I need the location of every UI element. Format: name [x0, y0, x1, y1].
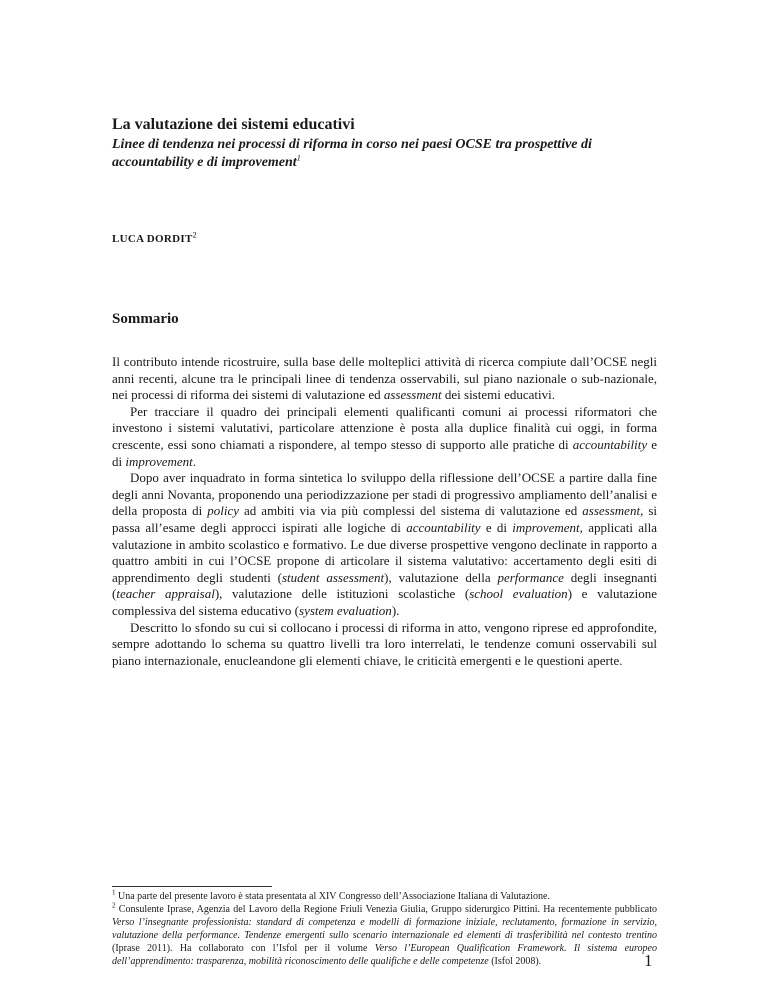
text-run: ), valutazione della: [384, 569, 498, 585]
document-title: La valutazione dei sistemi educativi: [112, 116, 355, 133]
text-run: ).: [391, 602, 400, 618]
italic-term: assessment: [582, 503, 641, 519]
subtitle-text: Linee di tendenza nei processi di riforma in corso nei paesi OCSE tra prospettive di accountability e di improvement: [112, 137, 592, 170]
text-run: (Iprase 2011). Ha collaborato con l’Isfol per il volume: [112, 943, 375, 954]
summary-paragraph: [112, 620, 657, 670]
italic-term: Verso l’European Qualification Framework. Il sistema europeo dell’apprendimento: trasparenza, mobilità riconoscimento delle qualifiche e delle competenze: [112, 943, 657, 967]
text-run: .: [192, 453, 197, 469]
text-run: (Isfol 2008).: [488, 956, 542, 967]
author-text: LUCA DORDIT: [112, 233, 193, 245]
footnote-number: 2: [112, 901, 116, 910]
page-number: 1: [644, 951, 653, 970]
summary-body: [112, 354, 657, 669]
author-name: [112, 230, 197, 245]
text-run: e di: [480, 519, 513, 535]
text-run: dei sistemi educativi.: [441, 387, 555, 403]
italic-term: student assessment: [281, 569, 385, 585]
footnote-ref-2[interactable]: 2: [192, 230, 197, 240]
summary-paragraph: [112, 404, 657, 470]
text-run: Una parte del presente lavoro è stata presentata al XIV Congresso dell’Associazione Italiana di Valutazione.: [115, 891, 550, 902]
footnote-item: [112, 903, 657, 968]
text-run: ad ambiti via via più complessi del sistema di valutazione ed: [238, 503, 583, 519]
italic-term: improvement: [512, 519, 580, 535]
footnote-separator: [112, 886, 272, 887]
italic-term: performance: [497, 569, 564, 585]
text-run: ), valutazione delle istituzioni scolastiche (: [214, 586, 470, 602]
italic-term: teacher appraisal: [116, 586, 215, 602]
text-run: degli insegnanti (: [112, 569, 657, 602]
summary-paragraph: [112, 470, 657, 619]
footnotes: [112, 890, 657, 968]
italic-term: improvement: [125, 453, 193, 469]
footnote-item: [112, 890, 657, 903]
footnote-ref-1[interactable]: 1: [296, 153, 301, 163]
text-run: Per tracciare il quadro dei principali elementi qualificanti comuni ai processi riformatori che investono i sistemi valutativi, particolare attenzione è posta alla duplice finalità cui oggi, in forma crescente, essi sono chiamati a rispondere, al tempo stesso di supporto alle pratiche di: [112, 403, 657, 452]
text-run: e di: [112, 436, 657, 469]
text-run: Il contributo intende ricostruire, sulla base delle molteplici attività di ricerca compiute dall’OCSE negli anni recenti, alcune tra le principali linee di tendenza osservabili, sul piano nazionale o sub-nazionale, nei processi di riforma dei sistemi di valutazione ed: [112, 354, 657, 403]
italic-term: Verso l’insegnante professionista: standard di competenza e modelli di formazione iniziale, reclutamento, formazione in servizio, valutazione della performance. Tendenze emergenti sullo scenario internazionale ed elementi di trasferibilità nel contesto trentino: [112, 917, 657, 941]
text-run: , si passa all’esame degli approcci ispirati alle logiche di: [112, 503, 658, 535]
text-run: ) e valutazione complessiva del sistema educativo (: [112, 586, 658, 618]
text-run: Dopo aver inquadrato in forma sintetica lo sviluppo della riflessione dell’OCSE a partire dalla fine degli anni Novanta, proponendo una periodizzazione per stadi di progressivo ampliamento dell’analisi e della proposta di: [112, 470, 657, 519]
italic-term: accountability: [406, 519, 481, 535]
italic-term: system evaluation: [299, 602, 392, 618]
italic-term: assessment: [383, 387, 442, 403]
text-run: Descritto lo sfondo su cui si collocano i processi di riforma in atto, vengono riprese ed approfondite, sempre adottando lo schema su quattro livelli tra loro interrelati, le tendenze comuni osservabili sul piano internazionale, enucleandone gli elementi chiave, le criticità emergenti e le questioni aperte.: [112, 619, 657, 668]
section-heading: Sommario: [112, 311, 179, 327]
text-run: Consulente Iprase, Agenzia del Lavoro della Regione Friuli Venezia Giulia, Gruppo siderurgico Pittini. Ha recentemente pubblicato: [115, 904, 657, 915]
italic-term: accountability: [572, 436, 648, 452]
text-run: , applicati alla valutazione in ambito scolastico e formativo. Le due diverse prospettive vengono declinate in rapporto a quattro ambiti in cui l’OCSE propone di articolare il sistema valutativo: accertamento degli esiti di apprendimento degli studenti (: [112, 519, 657, 585]
italic-term: policy: [207, 503, 239, 519]
footnote-number: 1: [112, 888, 116, 897]
summary-paragraph: [112, 354, 657, 404]
italic-term: school evaluation: [469, 586, 568, 602]
document-subtitle: [112, 136, 672, 172]
